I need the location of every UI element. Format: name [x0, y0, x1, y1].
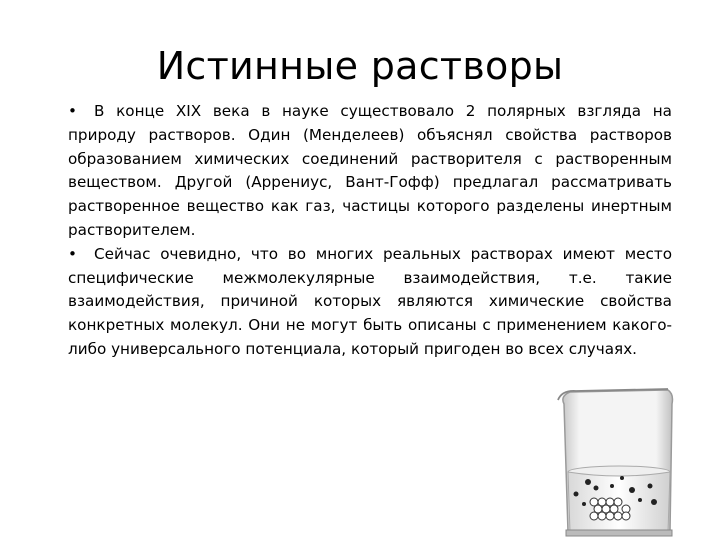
bullet-paragraph-1: [68, 100, 672, 243]
slide-title: Истинные растворы: [156, 44, 564, 88]
bullet-paragraph-2: [68, 243, 672, 362]
bullet-marker: •: [68, 102, 77, 120]
beaker-base: [566, 530, 672, 536]
paragraph-text: Сейчас очевидно, что во многих реальных растворах имеют место специфические межмолекулярные взаимодействия, т.е. такие взаимодействия, причиной которых являются химические свойства конкретных молекул. Они не могут быть описаны с применением какого-либо универсального потенциала, который пригоден во всех случаях.: [68, 244, 672, 358]
slide-body: [68, 100, 672, 362]
beaker-illustration: [556, 382, 678, 540]
bullet-marker: •: [68, 244, 77, 263]
paragraph-text: В конце XIX века в науке существовало 2 полярных взгляда на природу растворов. Один (Менделеев) объяснял свойства растворов образованием химических соединений растворителя с растворенным веществом. Другой (Аррениус, Вант-Гофф) предлагал рассматривать растворенное вещество как газ, частицы которого разделены инертным растворителем.: [68, 102, 672, 239]
